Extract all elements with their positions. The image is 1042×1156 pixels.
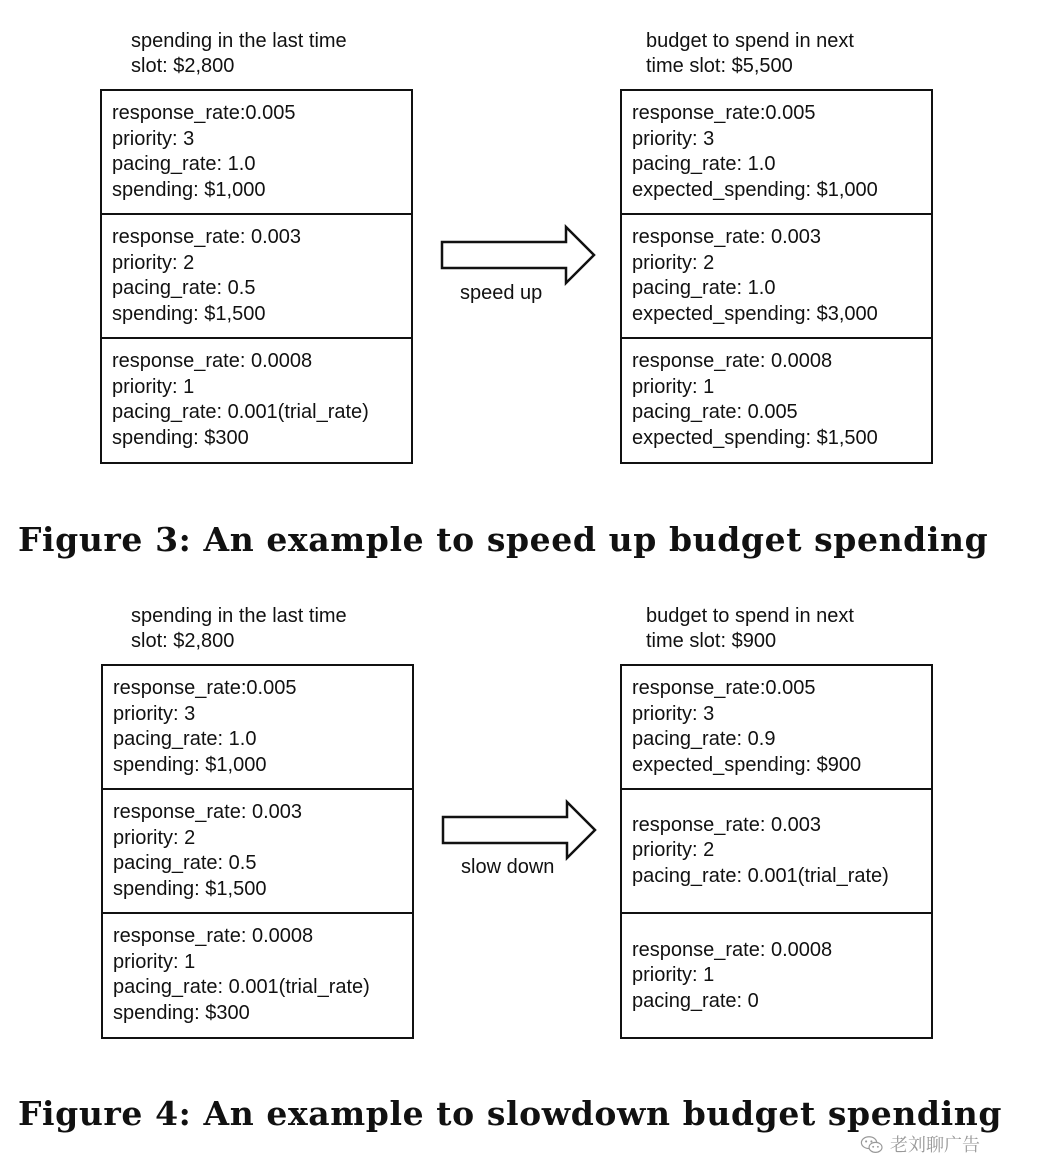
- cell-line: spending: $1,000: [113, 753, 267, 776]
- left-header: [131, 29, 347, 79]
- cell-line: pacing_rate: 0.001(trial_rate): [112, 401, 369, 423]
- arrow-label: slow down: [461, 856, 555, 878]
- left-campaign-stack: [101, 664, 414, 1039]
- cell-line: pacing_rate: 0.5: [112, 277, 256, 299]
- right-campaign-stack: [620, 664, 933, 1039]
- right-header-line: time slot: $900: [646, 630, 777, 652]
- cell-line: pacing_rate: 1.0: [113, 728, 257, 750]
- campaign-cell: [102, 91, 411, 215]
- campaign-cell: [102, 215, 411, 339]
- left-header-line: slot: $2,800: [131, 630, 235, 652]
- right-header-line: time slot: $5,500: [646, 55, 793, 77]
- right-arrow-icon: [440, 224, 600, 288]
- cell-line: response_rate: 0.003: [632, 813, 822, 836]
- cell-line: pacing_rate: 0.001(trial_rate): [113, 976, 370, 998]
- right-campaign-stack: [620, 89, 933, 464]
- watermark: [860, 1134, 980, 1156]
- cell-line: priority: 1: [112, 375, 195, 398]
- cell-line: response_rate: 0.003: [112, 226, 302, 248]
- cell-line: expected_spending: $1,500: [632, 426, 878, 449]
- right-header-line: budget to spend in next: [646, 30, 854, 52]
- cell-line: pacing_rate: 1.0: [112, 153, 256, 175]
- campaign-cell: [622, 666, 931, 790]
- campaign-cell: [622, 339, 931, 463]
- campaign-cell: [622, 790, 931, 914]
- cell-line: spending: $300: [112, 426, 249, 449]
- cell-line: pacing_rate: 1.0: [632, 277, 776, 299]
- campaign-cell: [622, 91, 931, 215]
- campaign-cell: [103, 914, 412, 1038]
- cell-line: response_rate: 0.0008: [112, 350, 313, 372]
- campaign-cell: [102, 339, 411, 463]
- cell-line: response_rate: 0.0008: [632, 938, 833, 961]
- cell-line: spending: $1,000: [112, 178, 266, 201]
- cell-line: priority: 1: [632, 964, 715, 987]
- cell-line: expected_spending: $1,000: [632, 178, 878, 201]
- cell-line: response_rate: 0.003: [632, 226, 822, 248]
- left-header: [131, 604, 347, 654]
- cell-line: priority: 2: [113, 826, 196, 849]
- campaign-cell: [103, 666, 412, 790]
- right-header: [646, 604, 854, 654]
- cell-line: response_rate:0.005: [112, 102, 296, 124]
- wechat-icon: [860, 1135, 884, 1155]
- cell-line: priority: 1: [632, 375, 715, 398]
- right-header: [646, 29, 854, 79]
- cell-line: priority: 3: [632, 127, 715, 150]
- cell-line: expected_spending: $900: [632, 753, 862, 776]
- watermark-text: 老刘聊广告: [890, 1135, 980, 1155]
- cell-line: pacing_rate: 0.001(trial_rate): [632, 864, 889, 887]
- cell-line: pacing_rate: 0.9: [632, 728, 776, 750]
- cell-line: pacing_rate: 1.0: [632, 153, 776, 175]
- cell-line: priority: 3: [112, 127, 195, 150]
- figure-caption: Figure 3: An example to speed up budget spending: [18, 520, 989, 559]
- left-header-line: spending in the last time: [131, 30, 347, 52]
- cell-line: priority: 2: [632, 251, 715, 274]
- arrow-label: speed up: [460, 282, 543, 304]
- left-campaign-stack: [100, 89, 413, 464]
- cell-line: response_rate:0.005: [113, 677, 297, 699]
- cell-line: priority: 1: [113, 950, 196, 973]
- cell-line: response_rate:0.005: [632, 677, 816, 699]
- cell-line: pacing_rate: 0.5: [113, 852, 257, 874]
- left-header-line: slot: $2,800: [131, 55, 235, 77]
- cell-line: response_rate: 0.0008: [632, 350, 833, 372]
- campaign-cell: [622, 914, 931, 1038]
- cell-line: response_rate: 0.003: [113, 801, 303, 823]
- figure-caption: Figure 4: An example to slowdown budget spending: [18, 1094, 1002, 1133]
- cell-line: pacing_rate: 0: [632, 989, 759, 1012]
- cell-line: priority: 2: [112, 251, 195, 274]
- cell-line: expected_spending: $3,000: [632, 302, 878, 325]
- left-header-line: spending in the last time: [131, 605, 347, 627]
- campaign-cell: [622, 215, 931, 339]
- cell-line: priority: 2: [632, 839, 715, 862]
- cell-line: response_rate:0.005: [632, 102, 816, 124]
- cell-line: response_rate: 0.0008: [113, 925, 314, 947]
- right-header-line: budget to spend in next: [646, 605, 854, 627]
- cell-line: spending: $300: [113, 1001, 250, 1024]
- cell-line: pacing_rate: 0.005: [632, 401, 798, 423]
- cell-line: priority: 3: [113, 702, 196, 725]
- cell-line: priority: 3: [632, 702, 715, 725]
- right-arrow-icon: [441, 799, 601, 863]
- cell-line: spending: $1,500: [113, 877, 267, 900]
- campaign-cell: [103, 790, 412, 914]
- cell-line: spending: $1,500: [112, 302, 266, 325]
